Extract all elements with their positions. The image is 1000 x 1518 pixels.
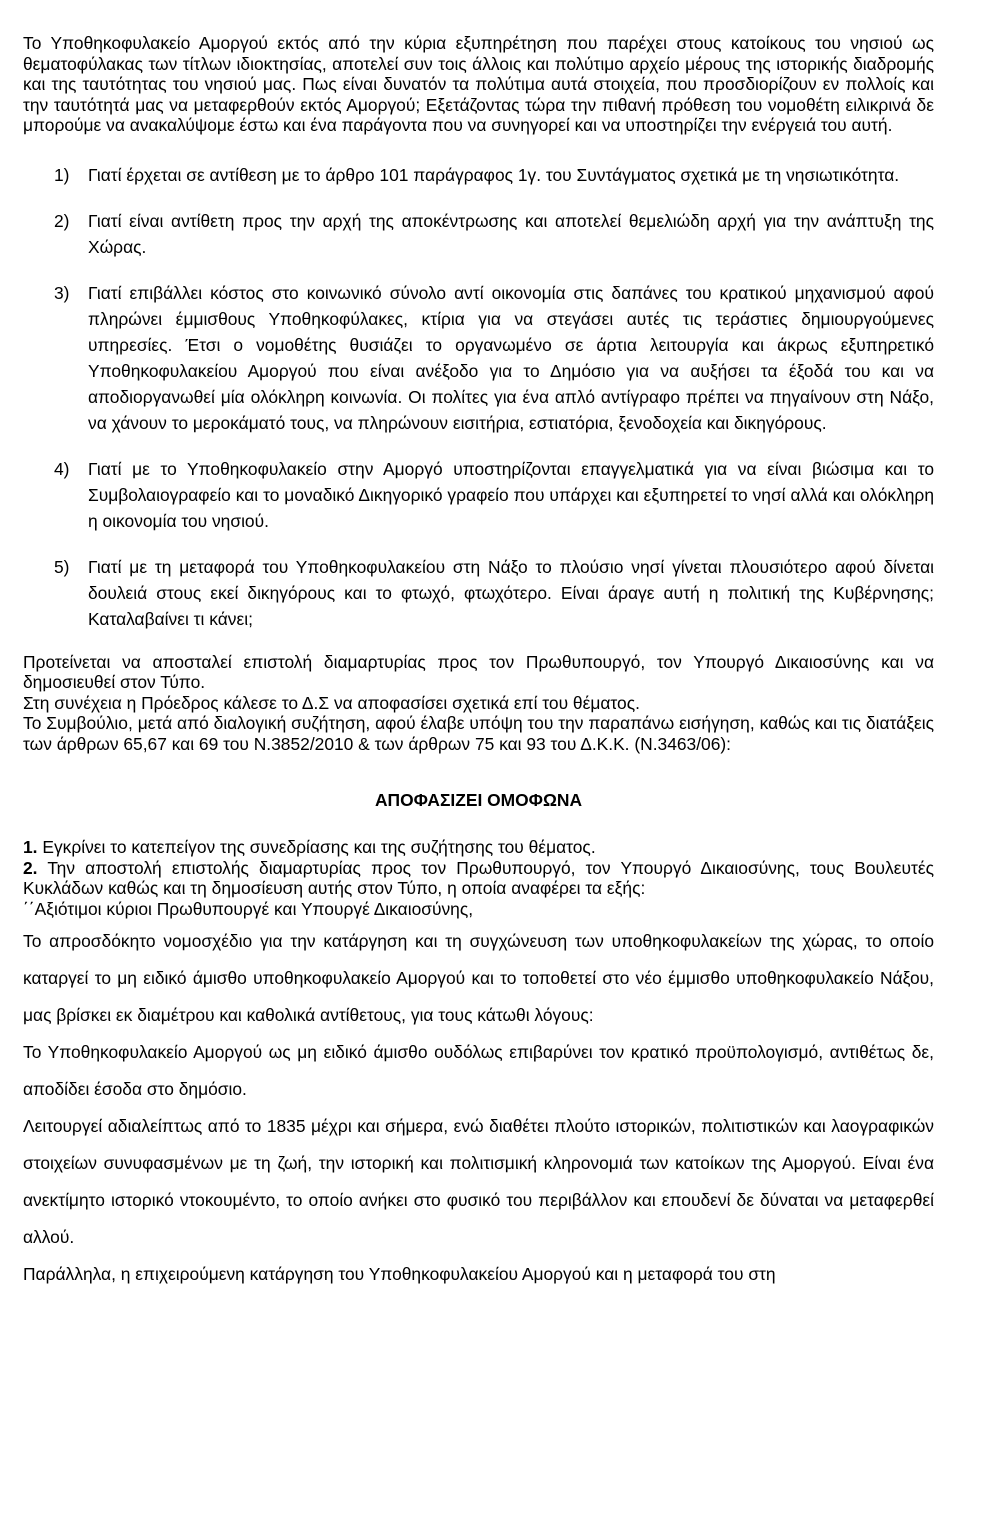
- proposal-paragraph: Προτείνεται να αποσταλεί επιστολή διαμαρτυρίας προς τον Πρωθυπουργό, τον Υπουργό Δικαιοσύνης και να δημοσιευθεί στον Τύπο.: [23, 651, 934, 692]
- list-item: [23, 162, 934, 188]
- intro-paragraph: Το Υποθηκοφυλακείο Αμοργού εκτός από την κύρια εξυπηρέτηση που παρέχει στους κατοίκους του νησιού ως θεματοφύλακας των τίτλων ιδιοκτησίας, αποτελεί συν τοις άλλοις και πολύτιμο αρχείο μέρους της ιστορικής διαδρομής και της ταυτότητας του νησιού μας. Πως είναι δυνατόν τα πολύτιμα αυτά στοιχεία, που προσδιορίζουν εν πολλοίς και την ταυτότητά μας να μεταφερθούν εκτός Αμοργού; Εξετάζοντας τώρα την πιθανή πρόθεση του νομοθέτη ειλικρινά δε μπορούμε να ανακαλύψομε έστω και ένα παράγοντα που να συνηγορεί και να υποστηρίζει την ενέργειά του αυτή.: [23, 33, 934, 135]
- letter-salutation: ΄΄Αξιότιμοι κύριοι Πρωθυπουργέ και Υπουργέ Δικαιοσύνης,: [23, 898, 474, 919]
- list-item: [23, 554, 934, 632]
- reasons-list: [23, 162, 934, 632]
- decision-heading: ΑΠΟΦΑΣΙΖΕΙ ΟΜΟΦΩΝΑ: [374, 790, 583, 810]
- letter-paragraph: Το Υποθηκοφυλακείο Αμοργού ως μη ειδικό άμισθο ουδόλως επιβαρύνει τον κρατικό προϋπολογισμό, αντιθέτως δε, αποδίδει έσοδα στο δημόσιο.: [23, 1042, 934, 1099]
- vote-call-paragraph: Στη συνέχεια η Πρόεδρος κάλεσε το Δ.Σ να αποφασίσει σχετικά επί του θέματος.: [23, 692, 640, 713]
- list-item-text: Γιατί είναι αντίθετη προς την αρχή της αποκέντρωσης και αποτελεί θεμελιώδη αρχή για την ανάπτυξη της Χώρας.: [88, 210, 934, 257]
- list-item: [23, 280, 934, 436]
- list-item-text: Γιατί με το Υποθηκοφυλακείο στην Αμοργό υποστηρίζονται επαγγελματικά για να είναι βιώσιμα και το Συμβολαιογραφείο και το μοναδικό Δικηγορικό γραφείο που υπάρχει και εξυπηρετεί το νησί αλλά και ολόκληρη η οικονομία του νησιού.: [88, 458, 934, 531]
- decision-item: [23, 858, 934, 899]
- list-item-number: 5): [54, 556, 70, 577]
- list-item-text: Γιατί με τη μεταφορά του Υποθηκοφυλακείου στη Νάξο το πλούσιο νησί γίνεται πλουσιότερο αφού δίνεται δουλειά στους εκεί δικηγόρους και το φτωχό, φτωχότερο. Είναι άραγε αυτή η πολιτική της Κυβέρνησης; Καταλαβαίνει τι κάνει;: [88, 556, 934, 629]
- decision-number: 2.: [23, 857, 38, 878]
- letter-paragraph: Παράλληλα, η επιχειρούμενη κατάργηση του Υποθηκοφυλακείου Αμοργού και η μεταφορά του στη: [23, 1264, 776, 1284]
- decision-number: 1.: [23, 837, 38, 857]
- letter-body: [23, 923, 934, 1293]
- list-item: [23, 456, 934, 534]
- decisions: [23, 837, 934, 919]
- list-item-number: 3): [54, 282, 70, 303]
- decision-text: Την αποστολή επιστολής διαμαρτυρίας προς τον Πρωθυπουργό, τον Υπουργό Δικαιοσύνης, τους Βουλευτές Κυκλάδων καθώς και τη δημοσίευση αυτής στον Τύπο, η οποία αναφέρει τα εξής:: [23, 857, 934, 898]
- proceedings: [23, 652, 934, 755]
- document-page: [23, 33, 934, 1293]
- letter-paragraph: Λειτουργεί αδιαλείπτως από το 1835 μέχρι και σήμερα, ενώ διαθέτει πλούτο ιστορικών, πολιτιστικών και λαογραφικών στοιχείων συνυφασμένων με τη ζωή, την ιστορική και πολιτισμική κληρονομιά των κατοίκων της Αμοργού. Είναι ένα ανεκτίμητο ιστορικό ντοκουμέντο, το οποίο ανήκει στο φυσικό του περιβάλλον και επουδενί δε δύναται να μεταφερθεί αλλού.: [23, 1116, 934, 1247]
- list-item-text: Γιατί επιβάλλει κόστος στο κοινωνικό σύνολο αντί οικονομία στις δαπάνες του κρατικού μηχανισμού αφού πληρώνει έμμισθους Υποθηκοφύλακες, κτίρια για να στεγάσει αυτές τις τεράστιες δημιουργούμενες υπηρεσίες. Έτσι ο νομοθέτης θυσιάζει το οργανωμένο σε άρτια λειτουργία και άκρως εξυπηρετικό Υποθηκοφυλακείου Αμοργού που είναι ανέξοδο για το Δημόσιο για να αυξήσει τα έξοδά του και να αποδιοργανωθεί μία ολόκληρη κοινωνία. Οι πολίτες για ένα απλό αντίγραφο πρέπει να πηγαίνουν στη Νάξο, να χάνουν το μεροκάματό τους, να πληρώνουν εισιτήρια, εστιατόρια, ξενοδοχεία και δικηγόρους.: [88, 282, 934, 433]
- list-item-number: 2): [54, 210, 70, 231]
- council-paragraph: Το Συμβούλιο, μετά από διαλογική συζήτηση, αφού έλαβε υπόψη του την παραπάνω εισήγηση, καθώς και τις διατάξεις των άρθρων 65,67 και 69 του Ν.3852/2010 & των άρθρων 75 και 93 του Δ.Κ.Κ. (Ν.3463/06):: [23, 713, 934, 754]
- list-item: [23, 208, 934, 260]
- decision-text: Εγκρίνει το κατεπείγον της συνεδρίασης και της συζήτησης του θέματος.: [37, 837, 596, 857]
- list-item-text: Γιατί έρχεται σε αντίθεση με το άρθρο 101 παράγραφος 1γ. του Συντάγματος σχετικά με τη νησιωτικότητα.: [88, 164, 900, 185]
- list-item-number: 4): [54, 458, 70, 479]
- list-item-number: 1): [54, 164, 70, 185]
- letter-paragraph: Το απροσδόκητο νομοσχέδιο για την κατάργηση και τη συγχώνευση των υποθηκοφυλακείων της χώρας, το οποίο καταργεί το μη ειδικό άμισθο υποθηκοφυλακείο Αμοργού και το τοποθετεί στο νέο έμμισθο υποθηκοφυλακείο Νάξου, μας βρίσκει εκ διαμέτρου και καθολικά αντίθετους, για τους κάτωθι λόγους:: [23, 931, 934, 1025]
- decision-item: [23, 837, 934, 858]
